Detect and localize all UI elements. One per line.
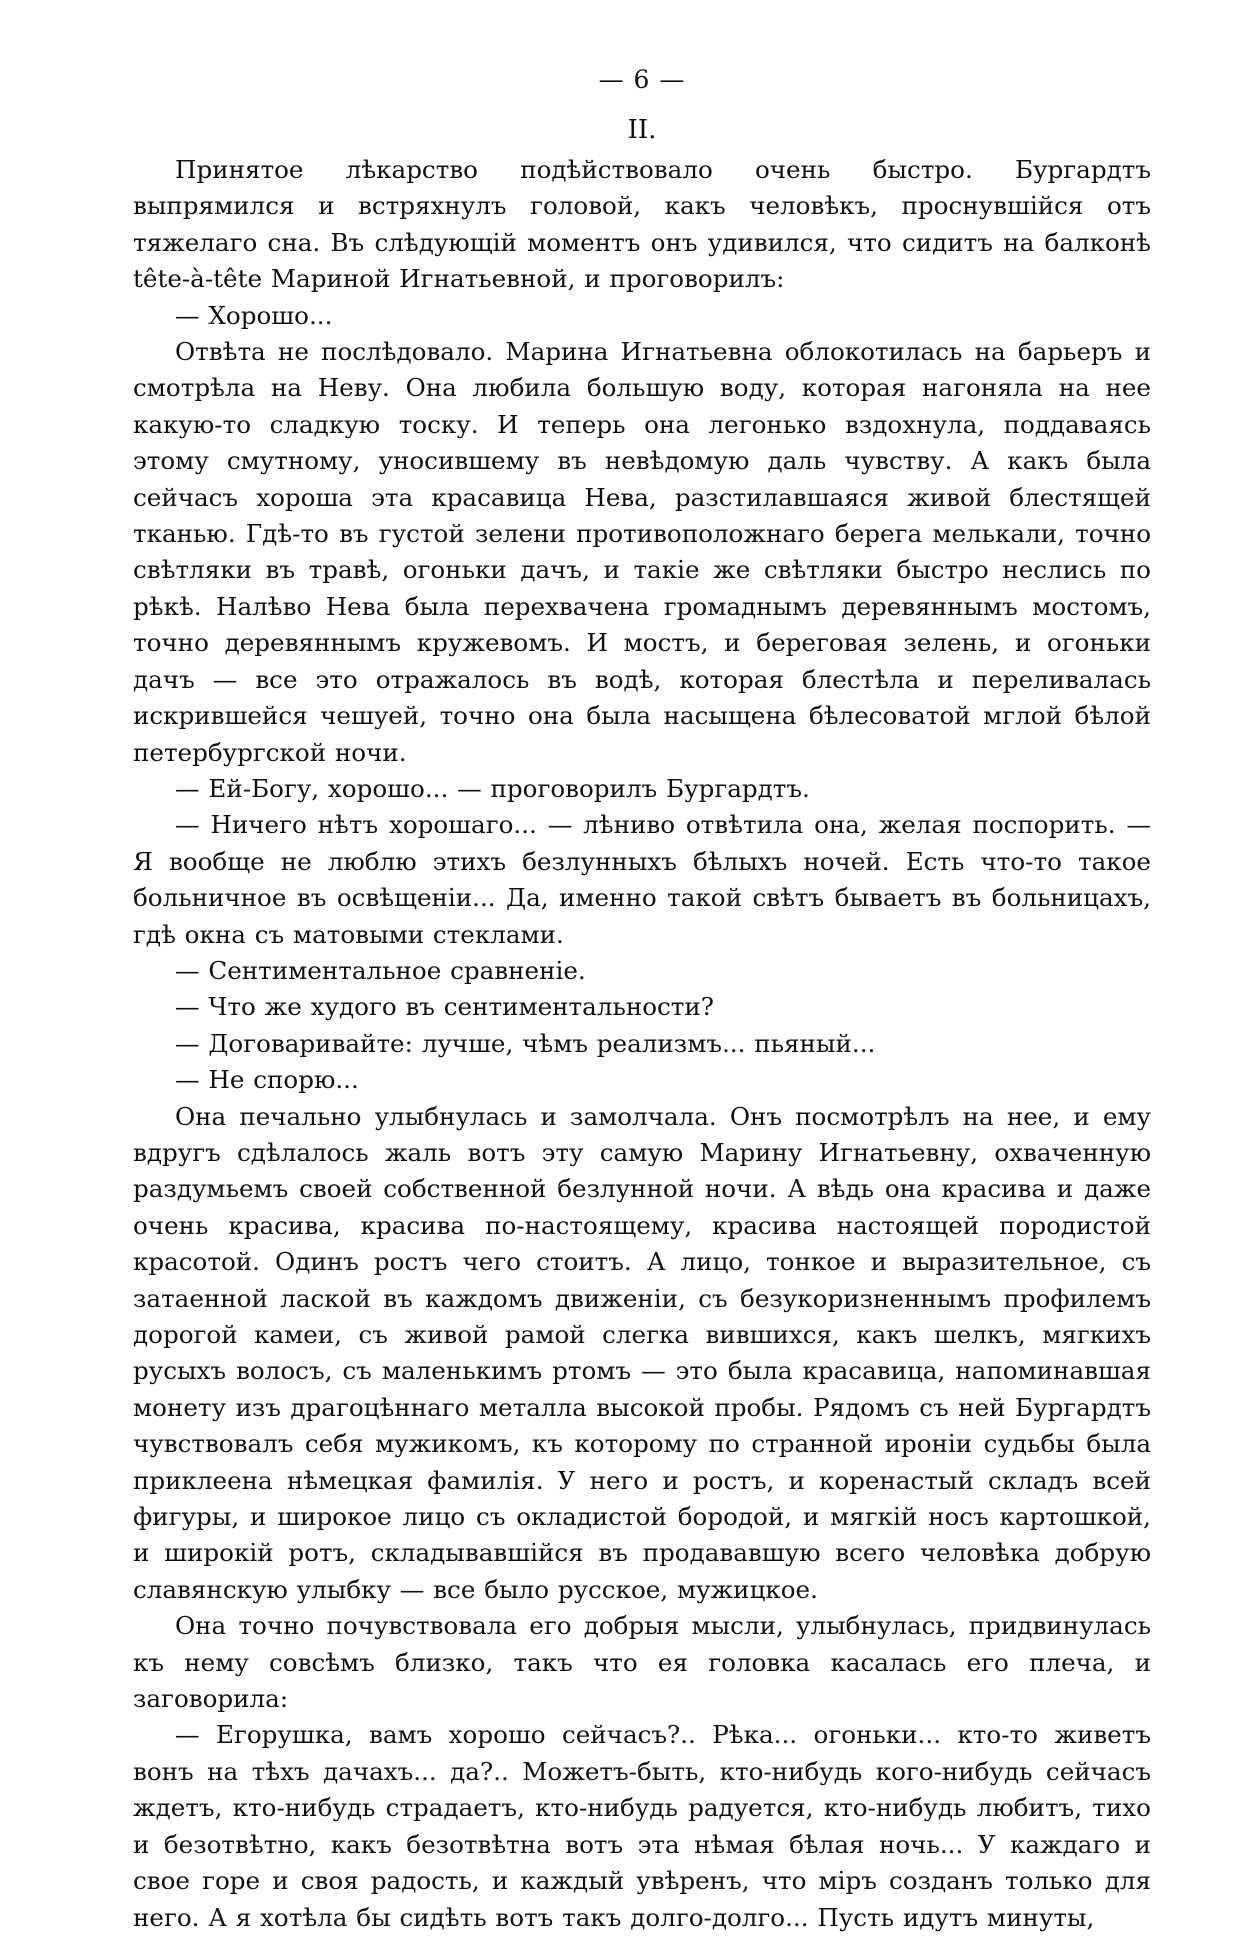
dialogue-line: — Ей-Богу, хорошо... — проговорилъ Бургардтъ. xyxy=(175,773,810,803)
dialogue-line: — Что же худого въ сентиментальности? xyxy=(175,992,714,1022)
dialogue-line: — Не спорю... xyxy=(175,1065,359,1095)
dialogue-line: — Ничего нѣтъ хорошаго... — лѣниво отвѣтила она, желая поспорить. — Я вообще не люблю этихъ безлунныхъ бѣлыхъ ночей. Есть что-то такое больничное въ освѣщеніи... Да, именно такой свѣтъ бываетъ въ больницахъ, гдѣ окна съ матовыми стеклами. xyxy=(133,810,1151,949)
body-text xyxy=(133,152,1151,1936)
dialogue-line: — Сентиментальное сравненіе. xyxy=(175,955,586,985)
page-number: — 6 — xyxy=(598,65,686,94)
paragraph: Она печально улыбнулась и замолчала. Онъ посмотрѣлъ на нее, и ему вдругъ сдѣлалось жаль вотъ эту самую Марину Игнатьевну, охваченную раздумьемъ своей собственной безлунной ночи. А вѣдь она красива и даже очень красива, красива по-настоящему, красива настоящей породистой красотой. Одинъ ростъ чего стоитъ. А лицо, тонкое и выразительное, съ затаенной лаской въ каждомъ движеніи, съ безукоризненнымъ профилемъ дорогой камеи, съ живой рамой слегка вившихся, какъ шелкъ, мягкихъ русыхъ волосъ, съ маленькимъ ртомъ — это была красавица, напоминавшая монету изъ драгоцѣннаго металла высокой пробы. Рядомъ съ ней Бургардтъ чувствовалъ себя мужикомъ, къ которому по странной ироніи судьбы была приклеена нѣмецкая фамилія. У него и ростъ, и коренастый складъ всей фигуры, и широкое лицо съ окладистой бородой, и мягкій носъ картошкой, и широкій ротъ, складывавшійся въ продававшую всего человѣка добрую славянскую улыбку — все было русское, мужицкое. xyxy=(133,1101,1151,1604)
dialogue-line: — Хорошо... xyxy=(175,300,333,330)
dialogue-line: — Егорушка, вамъ хорошо сейчасъ?.. Рѣка... огоньки... кто-то живетъ вонъ на тѣхъ дачахъ... да?.. Можетъ-быть, кто-нибудь кого-нибудь сейчасъ ждетъ, кто-нибудь страдаетъ, кто-нибудь радуется, кто-нибудь любитъ, тихо и безотвѣтно, какъ безотвѣтна вотъ эта нѣмая бѣлая ночь... У каждаго и свое горе и своя радость, и каждый увѣренъ, что міръ созданъ только для него. А я хотѣла бы сидѣть вотъ такъ долго-долго... Пусть идутъ минуты, xyxy=(133,1720,1151,1932)
dialogue-line: — Договаривайте: лучше, чѣмъ реализмъ... пьяный... xyxy=(175,1028,876,1058)
paragraph: Отвѣта не послѣдовало. Марина Игнатьевна облокотилась на барьеръ и смотрѣла на Неву. Она любила большую воду, которая нагоняла на нее какую-то сладкую тоску. И теперь она легонько вздохнула, поддаваясь этому смутному, уносившему въ невѣдомую даль чувству. А какъ была сейчасъ хороша эта красавица Нева, разстилавшаяся живой блестящей тканью. Гдѣ-то въ густой зелени противоположнаго берега мелькали, точно свѣтляки въ травѣ, огоньки дачъ, и такіе же свѣтляки быстро неслись по рѣкѣ. Налѣво Нева была перехвачена громаднымъ деревяннымъ мостомъ, точно деревяннымъ кружевомъ. И мостъ, и береговая зелень, и огоньки дачъ — все это отражалось въ водѣ, которая блестѣла и переливалась искрившейся чешуей, точно она была насыщена бѣлесоватой мглой бѣлой петербургской ночи. xyxy=(133,337,1151,767)
paragraph: Принятое лѣкарство подѣйствовало очень быстро. Бургардтъ выпрямился и встряхнулъ головой, какъ человѣкъ, проснувшійся отъ тяжелаго сна. Въ слѣдующій моментъ онъ удивился, что сидитъ на балконѣ tête-à-tête Мариной Игнатьевной, и проговорилъ: xyxy=(133,155,1151,294)
chapter-heading: II. xyxy=(627,115,657,145)
paragraph: Она точно почувствовала его добрыя мысли, улыбнулась, придвинулась къ нему совсѣмъ близко, такъ что ея головка касалась его плеча, и заговорила: xyxy=(133,1611,1151,1714)
